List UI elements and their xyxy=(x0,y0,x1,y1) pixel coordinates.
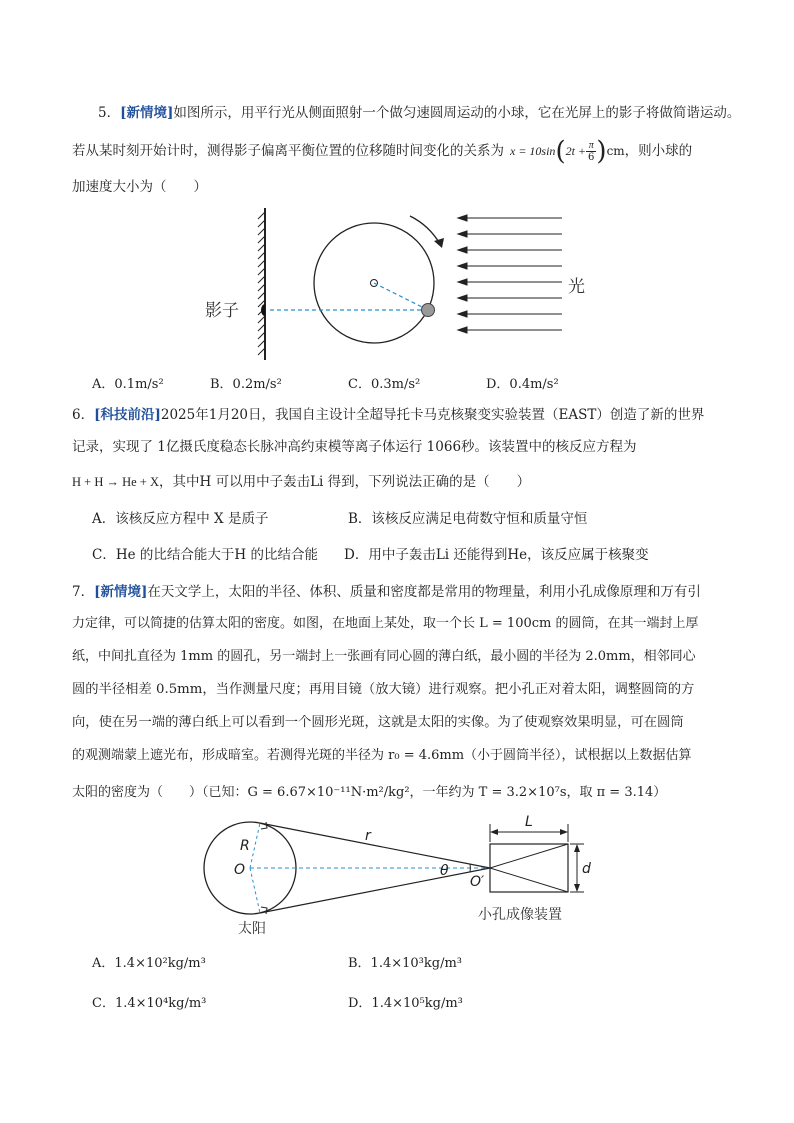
q6-tag: [科技前沿] xyxy=(94,407,161,423)
d-arrow-top xyxy=(574,844,580,852)
q6-option-d[interactable]: D．用中子轰击Li 还能得到He，该反应属于核聚变 xyxy=(344,547,649,563)
sun-radius-top xyxy=(250,823,260,868)
shadow-dot xyxy=(261,304,265,316)
q7-line7: 太阳的密度为（ ）（已知：G = 6.67×10⁻¹¹N·m²/kg²，一年约为 T = 3.2×10⁷s，取 π = 3.14） xyxy=(72,785,667,800)
label-O: O xyxy=(234,862,246,878)
q6-line1 xyxy=(72,405,704,425)
q7-option-a[interactable]: A．1.4×10²kg/m³ xyxy=(92,956,206,971)
q6-text-1: 2025年1月20日，我国自主设计全超导托卡马克核聚变实验装置（EAST）创造了新的世界 xyxy=(160,407,705,423)
tangent-top xyxy=(260,823,490,868)
shadow-label: 影子 xyxy=(205,301,239,321)
screen-hatching xyxy=(258,212,265,355)
d-arrow-bottom xyxy=(574,884,580,892)
q5-eq-unit: cm xyxy=(606,144,625,158)
q5-eq-den: 6 xyxy=(588,152,595,163)
label-d: d xyxy=(582,861,591,877)
L-arrow-left xyxy=(490,829,498,835)
q5-line3: 加速度大小为（ ） xyxy=(72,179,207,195)
rotation-arrow xyxy=(410,216,440,244)
rotation-arrowhead xyxy=(434,238,444,248)
q6-option-b[interactable]: B．该核反应满足电荷数守恒和质量守恒 xyxy=(348,511,588,527)
q5-eq-left: x = 10sin xyxy=(510,144,556,158)
q6-text-3: ，其中H 可以用中子轰击Li 得到，下列说法正确的是（ ） xyxy=(159,474,531,490)
q6-line2: 记录，实现了 1亿摄氏度稳态长脉冲高约束模等离子体运行 1066秒。该装置中的核反应方程为 xyxy=(72,439,637,455)
q6-equation: H + H → He + X xyxy=(72,475,160,489)
label-r: r xyxy=(365,828,371,844)
tangent-bottom xyxy=(260,868,490,913)
q5-number: 5． xyxy=(98,105,121,121)
q6-number: 6． xyxy=(72,407,95,423)
light-label: 光 xyxy=(568,277,585,297)
q5-option-b[interactable]: B．0.2m/s² xyxy=(210,377,282,392)
q6-line3 xyxy=(72,472,530,492)
q7-figure xyxy=(200,812,600,942)
q7-text-1: 在天文学上，太阳的半径、体积、质量和密度都是常用的物理量，利用小孔成像原理和万有引 xyxy=(147,584,701,600)
q5-tag: [新情境] xyxy=(120,105,174,121)
q5-text-2a: 若从某时刻开始计时，测得影子偏离平衡位置的位移随时间变化的关系为 xyxy=(72,143,504,159)
q6-option-a[interactable]: A．该核反应方程中 X 是质子 xyxy=(92,511,269,527)
q7-line6: 的观测端蒙上遮光布，形成暗室。若测得光斑的半径为 r₀ = 4.6mm（小于圆筒半径），试根据以上数据估算 xyxy=(72,748,692,763)
q5-text-2b: ，则小球的 xyxy=(624,143,693,159)
q7-line3: 纸，中间扎直径为 1mm 的圆孔，另一端封上一张画有同心圆的薄白纸，最小圆的半径为 2.0mm，相邻同心 xyxy=(72,649,696,664)
q7-line1 xyxy=(72,582,701,602)
q7-number: 7． xyxy=(72,584,95,600)
label-sun: 太阳 xyxy=(238,921,266,937)
q7-option-d[interactable]: D．1.4×10⁵kg/m³ xyxy=(348,996,463,1011)
label-theta: θ xyxy=(440,863,449,879)
q5-line1 xyxy=(98,103,740,123)
q6-option-c[interactable]: C．He 的比结合能大于H 的比结合能 xyxy=(92,547,318,563)
image-ray-top xyxy=(490,844,568,868)
q7-option-b[interactable]: B．1.4×10³kg/m³ xyxy=(348,956,462,971)
light-rays xyxy=(458,215,562,333)
radius-line xyxy=(374,283,428,310)
q5-text-1: 如图所示，用平行光从侧面照射一个做匀速圆周运动的小球，它在光屏上的影子将做简谐运动。 xyxy=(173,105,741,121)
label-O-prime: O′ xyxy=(470,874,485,890)
q7-line2: 力定律，可以简捷的估算太阳的密度。如图，在地面上某处，取一个长 L = 100cm 的圆筒，在其一端封上厚 xyxy=(72,616,699,631)
q5-option-d[interactable]: D．0.4m/s² xyxy=(486,377,559,392)
ball xyxy=(422,304,435,317)
q7-tag: [新情境] xyxy=(94,584,148,600)
L-arrow-right xyxy=(560,829,568,835)
sun-radius-bottom xyxy=(250,868,260,913)
q5-eq-in: 2t + xyxy=(565,144,587,158)
q7-option-c[interactable]: C．1.4×10⁴kg/m³ xyxy=(92,996,207,1011)
q5-line2: 若从某时刻开始计时，测得影子偏离平衡位置的位移随时间变化的关系为 x = 10sin(2t + $\frac{\pi}{6}$ )cm，则小球的 xyxy=(72,136,693,167)
label-R: R xyxy=(240,838,250,854)
label-device: 小孔成像装置 xyxy=(478,907,562,923)
q5-option-a[interactable]: A．0.1m/s² xyxy=(92,377,164,392)
q5-figure xyxy=(190,200,610,365)
pinhole-tube xyxy=(490,844,568,892)
q7-line4: 圆的半径相差 0.5mm，当作测量尺度；再用目镜（放大镜）进行观察。把小孔正对着太阳，调整圆筒的方 xyxy=(72,682,695,697)
q7-line5: 向，使在另一端的薄白纸上可以看到一个圆形光斑，这就是太阳的实像。为了使观察效果明显，可在圆筒 xyxy=(72,715,684,730)
image-ray-bottom xyxy=(490,868,568,892)
q5-eq-num: π xyxy=(586,140,596,152)
q5-option-c[interactable]: C．0.3m/s² xyxy=(348,377,421,392)
label-L: L xyxy=(525,814,533,830)
